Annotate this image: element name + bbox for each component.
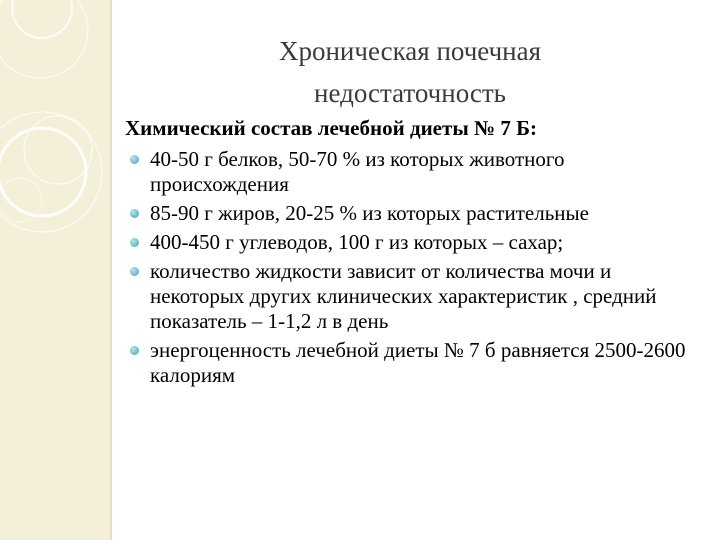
slide-subtitle: Химический состав лечебной диеты № 7 Б: bbox=[125, 116, 537, 140]
list-item-text: 400-450 г углеводов, 100 г из которых – сахар; bbox=[150, 230, 564, 254]
bullet-icon bbox=[130, 209, 139, 218]
list-item bbox=[128, 338, 708, 388]
list-item-text: количество жидкости зависит от количества мочи и некоторых других клинических характеристик , средний показатель – 1-1,2 л в день bbox=[150, 259, 657, 333]
list-item bbox=[128, 259, 708, 334]
slide-title bbox=[200, 30, 620, 114]
list-item bbox=[128, 147, 708, 197]
slide-title-line-2: недостаточность bbox=[314, 78, 506, 108]
slide-title-line-1: Хроническая почечная bbox=[278, 36, 542, 66]
bullet-icon bbox=[130, 155, 139, 164]
list-item bbox=[128, 230, 708, 255]
bullet-icon bbox=[130, 346, 139, 355]
decorative-sidebar bbox=[0, 0, 110, 540]
sidebar-divider bbox=[110, 0, 112, 540]
list-item-text: 85-90 г жиров, 20-25 % из которых растительные bbox=[150, 201, 589, 225]
bullet-icon bbox=[130, 267, 139, 276]
list-item-text: энергоценность лечебной диеты № 7 б равняется 2500-2600 калориям bbox=[150, 338, 686, 387]
bullet-icon bbox=[130, 238, 139, 247]
diet-composition-list bbox=[128, 147, 708, 392]
decorative-circles bbox=[0, 0, 110, 540]
list-item bbox=[128, 201, 708, 226]
list-item-text: 40-50 г белков, 50-70 % из которых животного происхождения bbox=[150, 147, 565, 196]
